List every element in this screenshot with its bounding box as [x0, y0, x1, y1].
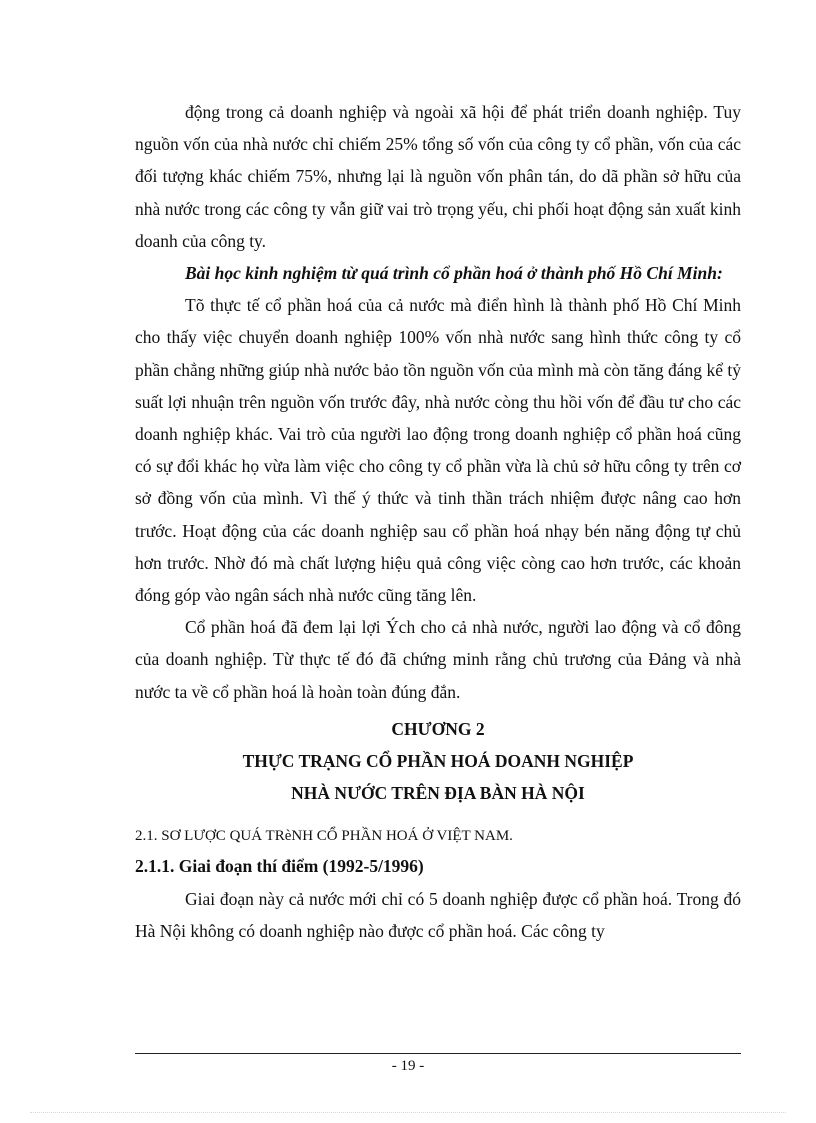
subsection-heading: 2.1.1. Giai đoạn thí điểm (1992-5/1996) [135, 855, 424, 876]
paragraph-hcmc-experience: Tõ thực tế cổ phần hoá của cả nước mà điển hình là thành phố Hồ Chí Minh cho thấy việc chuyển doanh nghiệp 100% vốn nhà nước sang hình thức công ty cổ phần chẳng những giúp nhà nước bảo tồn nguồn vốn của mình mà còn tăng đáng kể tỷ suất lợi nhuận trên nguồn vốn trước đây, nhà nước còng thu hồi vốn để đầu tư cho các doanh nghiệp khác. Vai trò của người lao động trong doanh nghiệp cổ phần hoá cũng có sự đổi khác họ vừa làm việc cho công ty cổ phần vừa là chủ sở hữu công ty trên cơ sở đồng vốn của mình. Vì thế ý thức và tinh thần trách nhiệm được nâng cao hơn trước. Hoạt động của các doanh nghiệp sau cổ phần hoá nhạy bén năng động tự chủ hơn trước. Nhờ đó mà chất lượng hiệu quả công việc còng cao hơn trước, các khoản đóng góp vào ngân sách nhà nước cũng tăng lên. [135, 295, 741, 606]
page-bottom-dotted-edge [30, 1112, 786, 1113]
lesson-heading: Bài học kinh nghiệm từ quá trình cổ phần hoá ở thành phố Hồ Chí Minh: [185, 263, 723, 284]
paragraph-pilot-phase: Giai đoạn này cả nước mới chỉ có 5 doanh nghiệp được cổ phần hoá. Trong đó Hà Nội không có doanh nghiệp nào được cổ phần hoá. Các công ty [135, 888, 741, 942]
page-number: - 19 - [391, 1058, 425, 1074]
chapter-title-line-1: THỰC TRẠNG CỔ PHẦN HOÁ DOANH NGHIỆP [242, 750, 634, 771]
page-body [135, 96, 741, 947]
paragraph-capital-structure: động trong cả doanh nghiệp và ngoài xã hội để phát triển doanh nghiệp. Tuy nguồn vốn của nhà nước chỉ chiếm 25% tổng số vốn của công ty cổ phần, vốn của các đối tượng khác chiếm 75%, nhưng lại là nguồn vốn phân tán, do dã phần sở hữu của nhà nước trong các công ty vẫn giữ vai trò trọng yếu, chi phối hoạt động sản xuất kinh doanh của công ty. [135, 102, 741, 251]
chapter-number: CHƯƠNG 2 [391, 718, 485, 739]
footer-divider [135, 1053, 741, 1054]
section-heading: 2.1. SƠ LƯỢC QUÁ TRèNH CỔ PHẦN HOÁ Ở VIỆT NAM. [135, 827, 513, 844]
paragraph-conclusion: Cổ phần hoá đã đem lại lợi Ých cho cả nhà nước, người lao động và cổ đông của doanh nghiệp. Từ thực tế đó đã chứng minh rằng chủ trương của Đảng và nhà nước ta về cổ phần hoá là hoàn toàn đúng đắn. [135, 617, 741, 702]
chapter-title-line-2: NHÀ NƯỚC TRÊN ĐỊA BÀN HÀ NỘI [291, 782, 585, 803]
